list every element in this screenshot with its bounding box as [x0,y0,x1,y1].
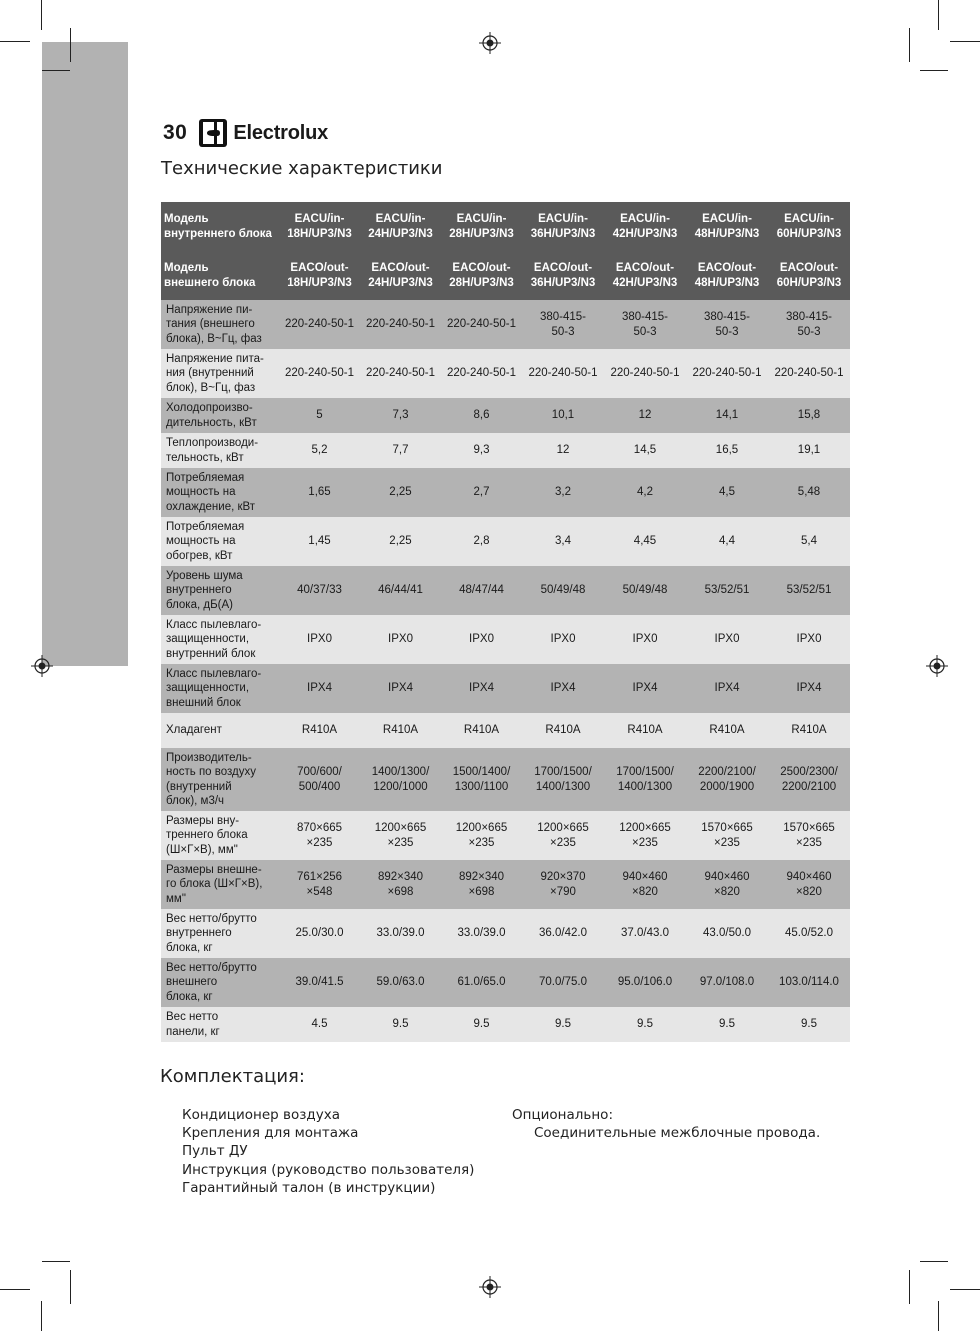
table-cell: 12 [522,433,604,468]
row-label: Размеры вну- треннего блока (Ш×Г×В), мм" [161,811,279,860]
table-cell: 5,48 [768,468,850,517]
page-header [163,118,328,148]
table-cell: 103.0/114.0 [768,958,850,1007]
table-cell: 220-240-50-1 [604,349,686,398]
table-cell: 870×665 ×235 [279,811,360,860]
crop-mark [909,28,910,62]
table-cell: 9.5 [768,1007,850,1042]
table-cell: 2,25 [360,517,441,566]
model-header-cell: EACO/out- 28H/UP3/N3 [441,251,522,300]
table-cell: R410A [441,713,522,748]
table-cell: IPX0 [686,615,768,664]
table-cell: 220-240-50-1 [279,300,360,349]
table-cell: 920×370 ×790 [522,860,604,909]
model-header-cell: EACU/in- 24H/UP3/N3 [360,202,441,251]
crop-mark [920,70,948,71]
table-cell: IPX0 [768,615,850,664]
table-cell: 220-240-50-1 [360,349,441,398]
model-header-cell: EACU/in- 60H/UP3/N3 [768,202,850,251]
table-cell: 19,1 [768,433,850,468]
model-header-cell: EACU/in- 36H/UP3/N3 [522,202,604,251]
table-cell: 33.0/39.0 [441,909,522,958]
list-item: Крепления для монтажа [182,1125,359,1142]
table-cell: 1400/1300/ 1200/1000 [360,748,441,811]
model-header-cell: EACO/out- 24H/UP3/N3 [360,251,441,300]
model-header-cell: EACO/out- 60H/UP3/N3 [768,251,850,300]
table-cell: 940×460 ×820 [686,860,768,909]
row-label: Вес нетто панели, кг [161,1007,279,1042]
table-cell: 4.5 [279,1007,360,1042]
optional-block [512,1106,820,1142]
table-row [161,1007,850,1042]
table-cell: 761×256 ×548 [279,860,360,909]
optional-item: Соединительные межблочные провода. [534,1125,821,1142]
row-label: Вес нетто/брутто внешнего блока, кг [161,958,279,1007]
table-row [161,433,850,468]
model-header-cell: EACU/in- 18H/UP3/N3 [279,202,360,251]
model-header-cell: EACO/out- 18H/UP3/N3 [279,251,360,300]
table-row [161,958,850,1007]
table-cell: 892×340 ×698 [360,860,441,909]
table-cell: 50/49/48 [604,566,686,615]
row-label: Класс пылевлаго- защищенности, внешний блок [161,664,279,713]
crop-mark [70,28,71,62]
table-cell: 9.5 [360,1007,441,1042]
table-cell: 48/47/44 [441,566,522,615]
model-header-cell: EACO/out- 36H/UP3/N3 [522,251,604,300]
table-cell: 1200×665 ×235 [522,811,604,860]
crop-mark [42,70,70,71]
table-cell: 25.0/30.0 [279,909,360,958]
row-label: Хладагент [161,713,279,748]
table-cell: 2500/2300/ 2200/2100 [768,748,850,811]
table-cell: 1,45 [279,517,360,566]
table-row [161,713,850,748]
crop-mark [0,41,30,42]
table-cell: 5,4 [768,517,850,566]
row-label: Напряжение пита- ния (внутренний блок), В~Гц, фаз [161,349,279,398]
model-header-cell: EACO/out- 42H/UP3/N3 [604,251,686,300]
registration-mark-icon [479,32,501,54]
table-cell: 4,4 [686,517,768,566]
crop-mark [938,1301,939,1331]
table-cell: 37.0/43.0 [604,909,686,958]
table-cell: 9,3 [441,433,522,468]
page-number: 30 [163,121,188,144]
table-cell: 1700/1500/ 1400/1300 [522,748,604,811]
table-header-row [161,251,850,300]
table-row [161,811,850,860]
electrolux-logo-icon [199,119,227,147]
row-label: Теплопроизводи- тельность, кВт [161,433,279,468]
table-cell: 1570×665 ×235 [686,811,768,860]
table-cell: 220-240-50-1 [686,349,768,398]
list-item: Гарантийный талон (в инструкции) [182,1179,436,1196]
section-title: Технические характеристики [161,158,443,179]
table-cell: 33.0/39.0 [360,909,441,958]
table-cell: 220-240-50-1 [768,349,850,398]
table-cell: 10,1 [522,398,604,433]
table-cell: IPX4 [768,664,850,713]
table-cell: 53/52/51 [686,566,768,615]
table-cell: 700/600/ 500/400 [279,748,360,811]
table-cell: 43.0/50.0 [686,909,768,958]
table-cell: 1200×665 ×235 [360,811,441,860]
table-cell: 95.0/106.0 [604,958,686,1007]
table-cell: 940×460 ×820 [768,860,850,909]
table-cell: 1570×665 ×235 [768,811,850,860]
table-row [161,349,850,398]
row-label: Размеры внешне- го блока (Ш×Г×В), мм" [161,860,279,909]
table-cell: R410A [279,713,360,748]
table-cell: 892×340 ×698 [441,860,522,909]
table-cell: 36.0/42.0 [522,909,604,958]
table-cell: 380-415- 50-3 [522,300,604,349]
table-cell: 53/52/51 [768,566,850,615]
table-cell: 380-415- 50-3 [768,300,850,349]
table-cell: 1700/1500/ 1400/1300 [604,748,686,811]
table-cell: 220-240-50-1 [441,300,522,349]
model-header-cell: EACU/in- 42H/UP3/N3 [604,202,686,251]
table-cell: R410A [360,713,441,748]
registration-mark-icon [31,655,53,677]
table-cell: 3,4 [522,517,604,566]
table-cell: 4,5 [686,468,768,517]
table-cell: R410A [768,713,850,748]
row-label: Уровень шума внутреннего блока, дБ(А) [161,566,279,615]
komplektatsiya-list [182,1106,474,1197]
table-row [161,517,850,566]
list-item: Кондиционер воздуха [182,1107,340,1123]
table-cell: IPX4 [604,664,686,713]
table-cell: R410A [522,713,604,748]
table-cell: 2200/2100/ 2000/1900 [686,748,768,811]
crop-mark [70,1270,71,1304]
table-cell: 220-240-50-1 [522,349,604,398]
table-cell: 50/49/48 [522,566,604,615]
table-row [161,300,850,349]
model-header-cell: EACO/out- 48H/UP3/N3 [686,251,768,300]
table-cell: 15,8 [768,398,850,433]
table-cell: 1200×665 ×235 [441,811,522,860]
table-cell: IPX0 [279,615,360,664]
table-cell: 9.5 [686,1007,768,1042]
table-cell: 220-240-50-1 [441,349,522,398]
crop-mark [920,1261,948,1262]
table-cell: 7,7 [360,433,441,468]
row-label: Класс пылевлаго- защищенности, внутренний блок [161,615,279,664]
row-label: Потребляемая мощность на обогрев, кВт [161,517,279,566]
header-label: Модель внутреннего блока [161,202,279,251]
table-row [161,748,850,811]
table-cell: 7,3 [360,398,441,433]
row-label: Холодопроизво- дительность, кВт [161,398,279,433]
table-cell: IPX0 [522,615,604,664]
table-cell: IPX0 [604,615,686,664]
table-cell: 8,6 [441,398,522,433]
header-label: Модель внешнего блока [161,251,279,300]
table-cell: IPX4 [360,664,441,713]
table-cell: IPX4 [279,664,360,713]
table-cell: R410A [604,713,686,748]
table-cell: 70.0/75.0 [522,958,604,1007]
table-cell: 380-415- 50-3 [686,300,768,349]
list-item: Пульт ДУ [182,1143,248,1160]
table-cell: IPX4 [441,664,522,713]
table-cell: 4,45 [604,517,686,566]
table-cell: 2,25 [360,468,441,517]
table-cell: IPX4 [686,664,768,713]
row-label: Напряжение пи- тания (внешнего блока), В~Гц, фаз [161,300,279,349]
crop-mark [42,1261,70,1262]
table-cell: R410A [686,713,768,748]
registration-mark-icon [479,1276,501,1298]
table-cell: 9.5 [441,1007,522,1042]
optional-label: Опционально: [512,1107,613,1123]
model-header-cell: EACU/in- 48H/UP3/N3 [686,202,768,251]
table-cell: 61.0/65.0 [441,958,522,1007]
crop-mark [41,1301,42,1331]
table-header-row [161,202,850,251]
crop-mark [909,1270,910,1304]
crop-mark [950,1289,980,1290]
registration-mark-icon [926,655,948,677]
table-cell: IPX0 [441,615,522,664]
table-cell: IPX0 [360,615,441,664]
table-cell: 16,5 [686,433,768,468]
table-cell: 40/37/33 [279,566,360,615]
table-cell: 59.0/63.0 [360,958,441,1007]
row-label: Потребляемая мощность на охлаждение, кВт [161,468,279,517]
table-cell: 3,2 [522,468,604,517]
table-cell: 14,5 [604,433,686,468]
side-tab [42,42,128,666]
model-header-cell: EACU/in- 28H/UP3/N3 [441,202,522,251]
crop-mark [41,0,42,30]
table-cell: 4,2 [604,468,686,517]
table-cell: 9.5 [522,1007,604,1042]
table-cell: 39.0/41.5 [279,958,360,1007]
komplektatsiya-title: Комплектация: [160,1066,305,1087]
crop-mark [0,1289,30,1290]
table-cell: 5 [279,398,360,433]
table-cell: 1200×665 ×235 [604,811,686,860]
crop-mark [938,0,939,30]
table-cell: 220-240-50-1 [279,349,360,398]
specs-table [161,202,850,1042]
row-label: Производитель- ность по воздуху (внутренний блок), м3/ч [161,748,279,811]
table-cell: 9.5 [604,1007,686,1042]
table-row [161,909,850,958]
table-row [161,468,850,517]
table-cell: 2,8 [441,517,522,566]
row-label: Вес нетто/брутто внутреннего блока, кг [161,909,279,958]
table-cell: 45.0/52.0 [768,909,850,958]
table-cell: 12 [604,398,686,433]
brand-name: Electrolux [233,121,329,144]
table-cell: 1500/1400/ 1300/1100 [441,748,522,811]
table-cell: 1,65 [279,468,360,517]
crop-mark [950,41,980,42]
table-cell: 2,7 [441,468,522,517]
table-cell: IPX4 [522,664,604,713]
table-cell: 940×460 ×820 [604,860,686,909]
table-cell: 97.0/108.0 [686,958,768,1007]
table-row [161,398,850,433]
table-cell: 5,2 [279,433,360,468]
table-cell: 380-415- 50-3 [604,300,686,349]
list-item: Инструкция (руководство пользователя) [182,1161,475,1178]
table-row [161,566,850,615]
table-row [161,615,850,664]
table-row [161,664,850,713]
table-cell: 220-240-50-1 [360,300,441,349]
table-row [161,860,850,909]
table-cell: 14,1 [686,398,768,433]
table-cell: 46/44/41 [360,566,441,615]
